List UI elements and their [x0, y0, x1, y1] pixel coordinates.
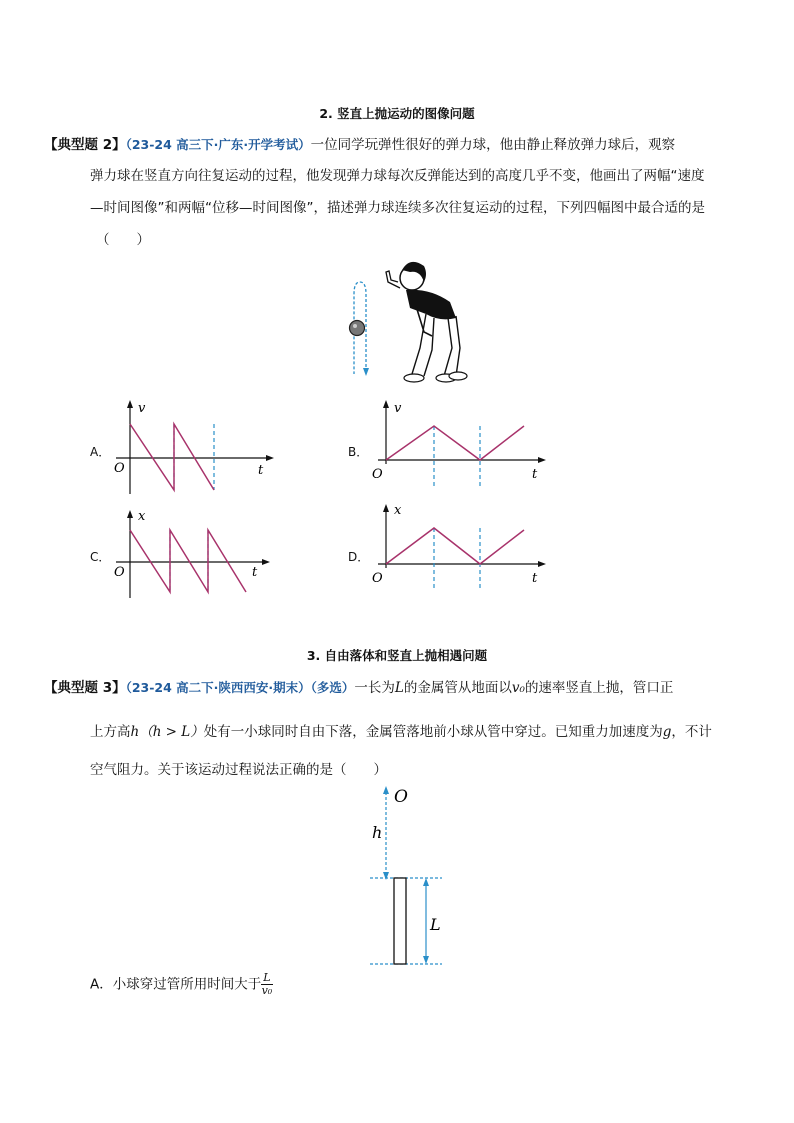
option-a-label: A． — [90, 445, 111, 459]
option-d-label: D． — [348, 550, 370, 564]
question-2-source: （23-24 高三下·广东·开学考试） — [125, 137, 311, 152]
question-3-line-2 — [90, 720, 712, 740]
height-h-label: h — [372, 823, 383, 842]
point-o-label: O — [394, 787, 408, 807]
var-h-condition: h（h > L） — [130, 724, 204, 740]
question-2-text-1: 一位同学玩弹性很好的弹力球，他由静止释放弹力球后，观察 — [310, 137, 676, 153]
option-b-vt-graph — [364, 396, 554, 486]
option-a-text: 小球穿过管所用时间大于 — [112, 976, 262, 993]
question-2-tag: 【典型题 2】 — [44, 137, 126, 153]
displacement-curve — [130, 530, 246, 592]
question-3-tag: 【典型题 3】 — [44, 680, 126, 696]
length-l-label: L — [430, 915, 441, 934]
question-3-text-2a: 上方高 — [90, 724, 131, 740]
section-2-heading: 2. 竖直上抛运动的图像问题 — [319, 106, 475, 121]
question-3-option-a — [90, 972, 273, 997]
option-c-label: C． — [90, 550, 111, 564]
question-3-text-1c: 的速率竖直上抛，管口正 — [524, 680, 674, 696]
question-3-text-1a: 一长为 — [354, 680, 395, 696]
question-3-text-2c: ，不计 — [671, 724, 712, 740]
metal-tube — [394, 878, 406, 964]
var-g: g — [662, 724, 672, 740]
x-axis-label: t — [532, 467, 538, 482]
option-a-vt-graph — [108, 398, 278, 498]
y-axis-label: v — [394, 401, 402, 416]
y-axis-label: x — [138, 509, 146, 524]
question-3-text-2b: 处有一小球同时自由下落，金属管落地前小球从管中穿过。已知重力加速度为 — [203, 724, 663, 740]
x-axis-label: t — [532, 571, 538, 586]
question-3-source: （23-24 高二下·陕西西安·期末）（多选） — [125, 680, 355, 695]
question-3-line-3: 空气阻力。关于该运动过程说法正确的是（ ） — [90, 762, 387, 778]
origin-label: O — [114, 565, 125, 580]
option-c-xt-graph — [108, 506, 278, 602]
person-bouncing-ball-illustration — [340, 252, 470, 392]
x-axis-label: t — [252, 565, 258, 580]
question-2-answer-blank: （ ） — [96, 232, 150, 248]
var-L: L — [394, 680, 404, 696]
y-axis-label: v — [138, 401, 146, 416]
displacement-curve — [386, 528, 524, 564]
origin-label: O — [372, 571, 383, 586]
velocity-curve — [386, 426, 524, 460]
origin-label: O — [114, 461, 125, 476]
question-2-line-2: 弹力球在竖直方向往复运动的过程，他发现弹力球每次反弹能达到的高度几乎不变，他画出了两幅“速度 — [90, 168, 705, 184]
fraction-L-over-v0: $\frac{L}{\text{v₀}}$ — [261, 971, 273, 997]
y-axis-label: x — [394, 503, 402, 518]
velocity-curve — [130, 424, 214, 490]
option-d-xt-graph — [364, 500, 554, 590]
question-3-text-1b: 的金属管从地面以 — [403, 680, 512, 696]
tube-and-ball-figure — [350, 782, 460, 972]
option-b-label: B． — [348, 445, 369, 459]
x-axis-label: t — [258, 463, 264, 478]
option-a-label: A． — [90, 976, 113, 993]
origin-label: O — [372, 467, 383, 482]
section-3-heading: 3. 自由落体和竖直上抛相遇问题 — [306, 648, 488, 663]
question-3-line-1 — [44, 676, 673, 696]
var-v0: v₀ — [511, 680, 525, 696]
question-2-line-1 — [44, 133, 675, 153]
question-2-line-3: —时间图像”和两幅“位移—时间图像”，描述弹力球连续多次往复运动的过程，下列四幅图中最合适的是 — [90, 200, 705, 216]
